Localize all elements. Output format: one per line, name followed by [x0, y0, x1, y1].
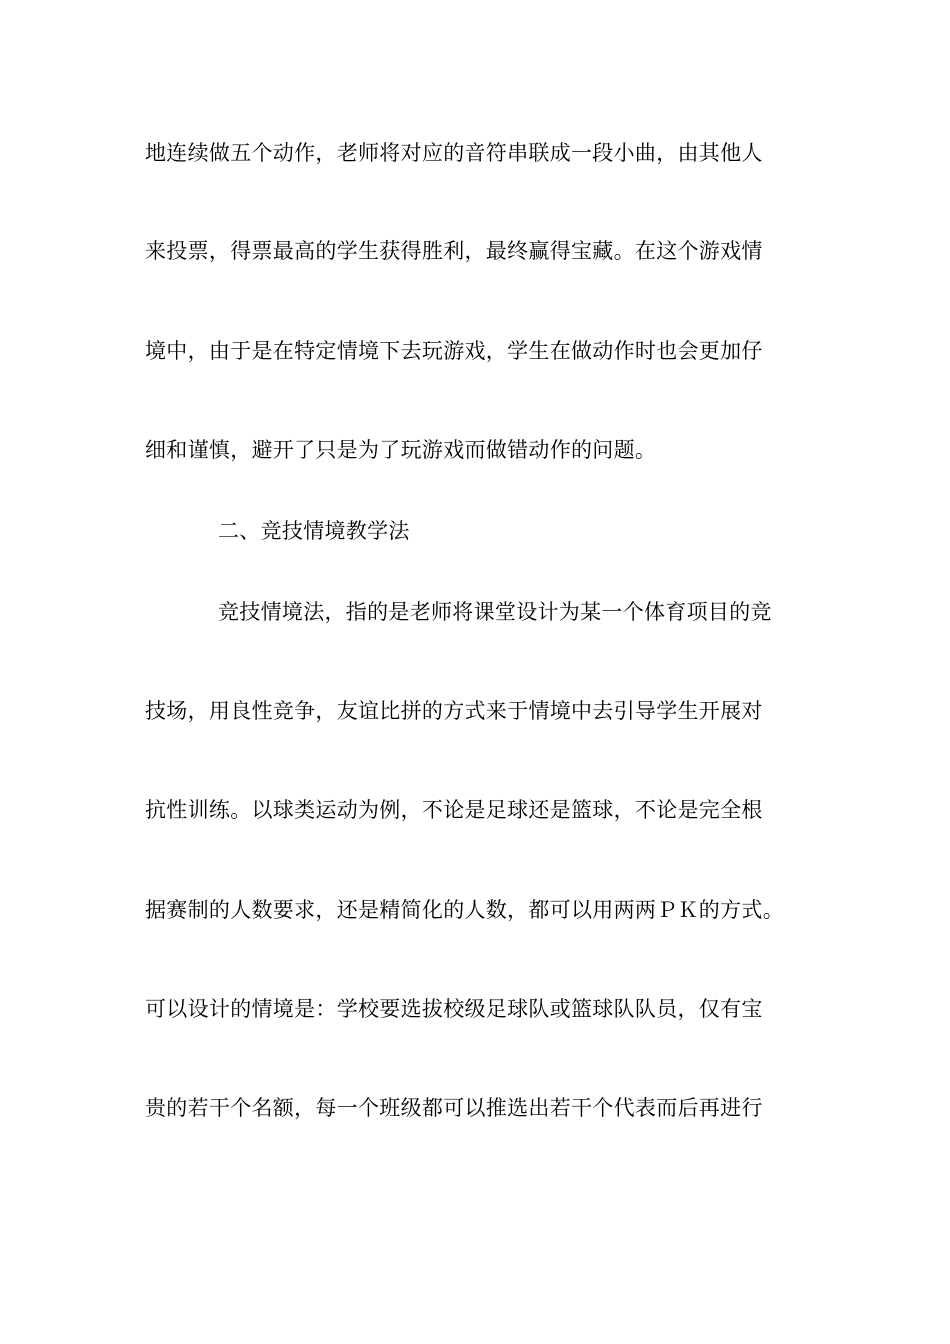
- paragraph-line-1: 地连续做五个动作，老师将对应的音符串联成一段小曲，由其他人: [145, 141, 763, 165]
- section-heading: 二、竞技情境教学法: [218, 519, 410, 543]
- section-paragraph-line-1: 竞技情境法，指的是老师将课堂设计为某一个体育项目的竞: [218, 600, 772, 624]
- section-paragraph-line-5: 可以设计的情境是：学校要选拔校级足球队或篮球队队员，仅有宝: [145, 997, 763, 1021]
- section-paragraph-line-4: 据赛制的人数要求，还是精简化的人数，都可以用两两ＰＫ的方式。: [145, 898, 784, 922]
- section-paragraph-line-6: 贵的若干个名额，每一个班级都可以推选出若干个代表而后再进行: [145, 1096, 763, 1120]
- section-paragraph-line-2: 技场，用良性竞争，友谊比拼的方式来于情境中去引导学生开展对: [145, 699, 763, 723]
- paragraph-line-3: 境中，由于是在特定情境下去玩游戏，学生在做动作时也会更加仔: [145, 339, 763, 363]
- section-paragraph-line-3: 抗性训练。以球类运动为例，不论是足球还是篮球，不论是完全根: [145, 798, 763, 822]
- paragraph-line-4: 细和谨慎，避开了只是为了玩游戏而做错动作的问题。: [145, 438, 657, 462]
- paragraph-line-2: 来投票，得票最高的学生获得胜利，最终赢得宝藏。在这个游戏情: [145, 239, 763, 263]
